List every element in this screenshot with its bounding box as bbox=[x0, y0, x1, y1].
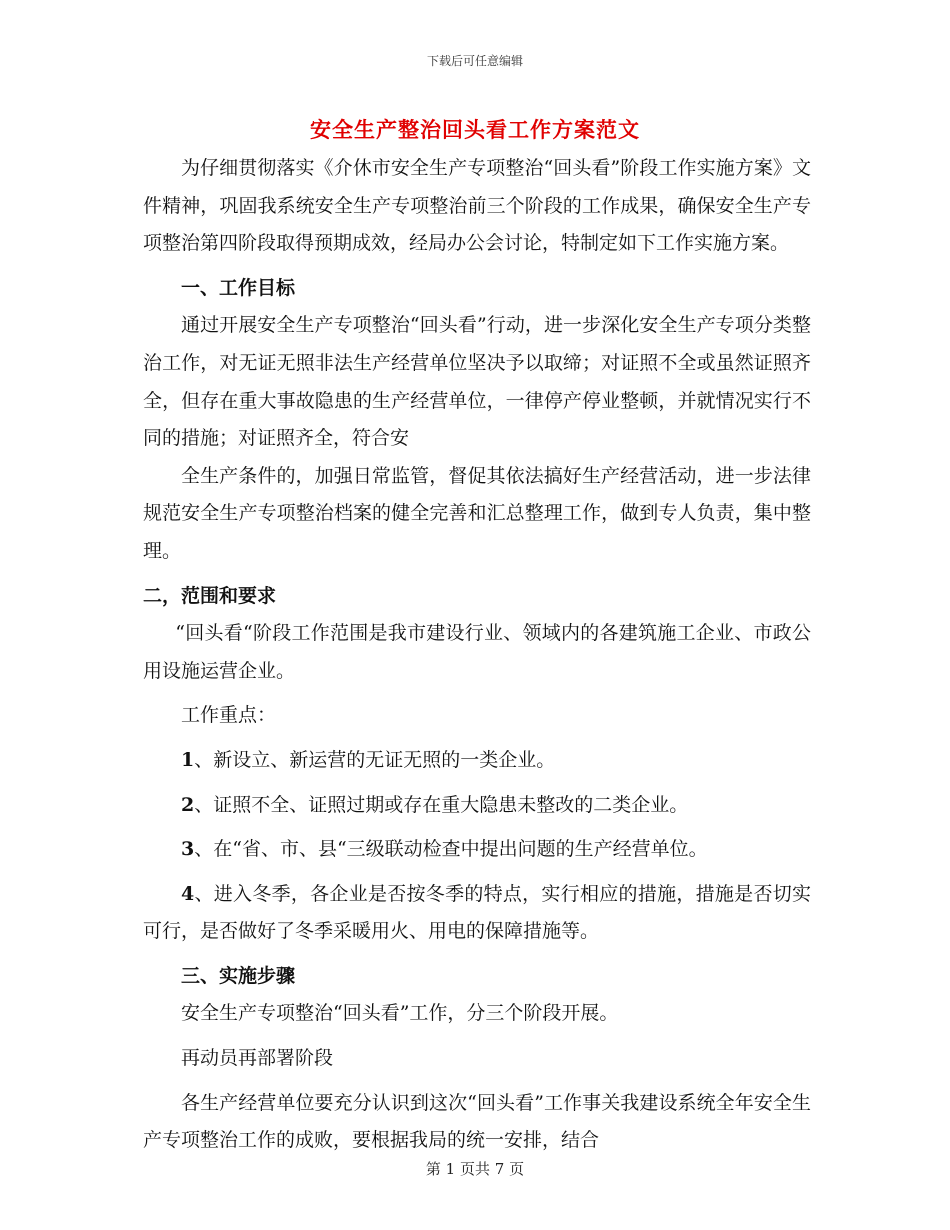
intro-paragraph: 为仔细贯彻落实《介休市安全生产专项整治“回头看”阶段工作实施方案》文件精神，巩固我系统安全生产专项整治前三个阶段的工作成果，确保安全生产专项整治第四阶段取得预期成效，经局办公会讨论，特制定如下工作实施方案。 bbox=[143, 157, 811, 255]
section-3-paragraph-1: 安全生产专项整治“回头看”工作，分三个阶段开展。 bbox=[181, 1002, 619, 1025]
section-3-paragraph-2: 再动员再部署阶段 bbox=[181, 1047, 334, 1070]
section-3-paragraph-3: 各生产经营单位要充分认识到这次“回头看”工作事关我建设系统全年安全生产专项整治工作的成败，要根据我局的统一安排，结合 bbox=[143, 1091, 811, 1152]
list-item bbox=[143, 876, 811, 951]
section-2-focus-label: 工作重点： bbox=[181, 704, 277, 727]
document-title: 安全生产整治回头看工作方案范文 bbox=[310, 117, 640, 142]
list-item bbox=[143, 742, 811, 780]
section-1-heading: 一、工作目标 bbox=[181, 276, 296, 299]
list-item-number: 3 bbox=[181, 838, 195, 861]
list-item bbox=[143, 831, 811, 869]
list-item-text: 、新设立、新运营的无证无照的一类企业。 bbox=[194, 748, 556, 771]
list-item-number: 1 bbox=[181, 748, 195, 771]
list-item-text: 、证照不全、证照过期或存在重大隐患未整改的二类企业。 bbox=[194, 793, 689, 816]
section-2-paragraph-1: “回头看“阶段工作范围是我市建设行业、领域内的各建筑施工企业、市政公用设施运营企业。 bbox=[143, 622, 811, 682]
list-item-number: 4 bbox=[181, 882, 195, 905]
list-item-text: 、在“省、市、县“三级联动检查中提出问题的生产经营单位。 bbox=[194, 838, 708, 861]
document-body bbox=[143, 150, 811, 1160]
section-2-heading: 二，范围和要求 bbox=[143, 584, 277, 607]
page-header-note: 下载后可任意编辑 bbox=[426, 54, 523, 68]
list-item-text: 、进入冬季，各企业是否按冬季的特点，实行相应的措施，措施是否切实可行，是否做好了冬季采暖用火、用电的保障措施等。 bbox=[143, 882, 811, 943]
page-footer-number: 第 1 页共 7 页 bbox=[425, 1160, 525, 1178]
list-item-number: 2 bbox=[181, 793, 195, 816]
section-1-paragraph-2: 全生产条件的，加强日常监管，督促其依法搞好生产经营活动，进一步法律规范安全生产专项整治档案的健全完善和汇总整理工作，做到专人负责，集中整理。 bbox=[143, 464, 811, 562]
section-1-paragraph-1: 通过开展安全生产专项整治“回头看”行动，进一步深化安全生产专项分类整治工作，对无证无照非法生产经营单位坚决予以取缔；对证照不全或虽然证照齐全，但存在重大事故隐患的生产经营单位，一律停产停业整顿，并就情况实行不同的措施；对证照齐全，符合安 bbox=[143, 314, 811, 450]
list-item bbox=[143, 787, 811, 825]
section-3-heading: 三、实施步骤 bbox=[181, 964, 296, 987]
